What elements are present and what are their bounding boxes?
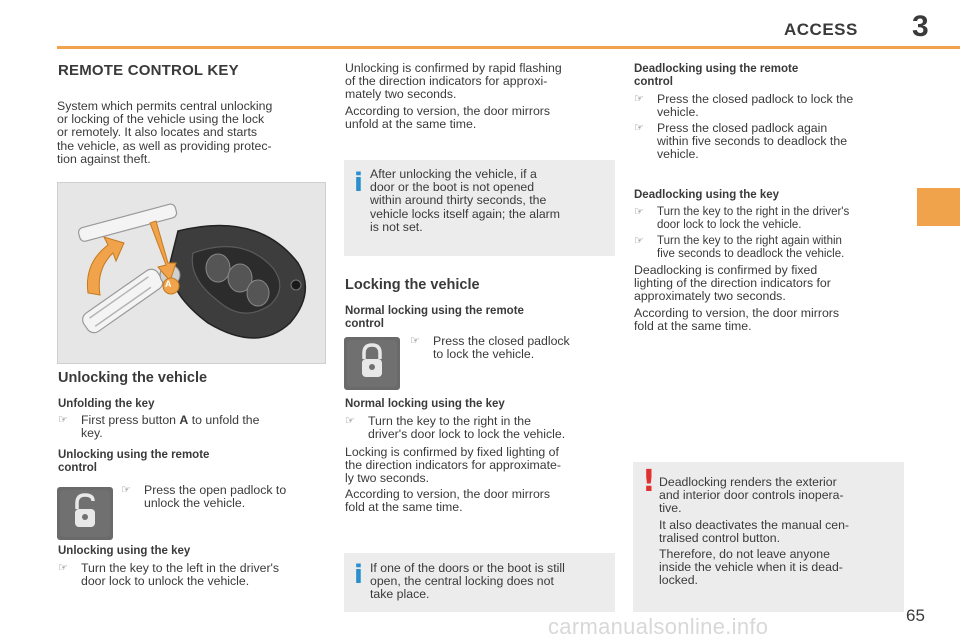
unlock-confirm-paragraph: Unlocking is confirmed by rapid flashing of the direction indicators for approxi- mately two seconds. bbox=[345, 61, 562, 102]
info-icon: i bbox=[354, 560, 363, 590]
pointing-finger-icon: ☞ bbox=[58, 414, 68, 426]
open-padlock-icon bbox=[57, 487, 113, 540]
normal-key-lock-heading: Normal locking using the key bbox=[345, 398, 505, 410]
key-unlock-heading: Unlocking using the key bbox=[58, 545, 191, 557]
page-number: 65 bbox=[906, 606, 925, 625]
pointing-finger-icon: ☞ bbox=[634, 235, 644, 247]
lock-confirm-paragraph: Locking is confirmed by fixed lighting of the direction indicators for approximate- ly two seconds. bbox=[345, 445, 561, 486]
chapter-title: ACCESS bbox=[784, 20, 858, 39]
unfold-bullet: ☞ First press button A to unfold the key. bbox=[58, 413, 260, 441]
closed-padlock-icon bbox=[344, 337, 400, 390]
remote-unlock-bullet: ☞ Press the open padlock to unlock the vehicle. bbox=[121, 483, 287, 511]
chapter-tab bbox=[917, 188, 960, 226]
intro-paragraph: System which permits central unlocking or locking of the vehicle using the lock or remotely. It also locates and starts the vehicle, as well as providing protec- tion against theft. bbox=[57, 99, 273, 166]
warning-box-deadlocking: ! Deadlocking renders the exterior and interior door controls inopera- tive. It also deactivates the manual cen- tralised control button. Therefore, do not leave anyone inside the vehicle when it is dead- locked. bbox=[633, 462, 904, 612]
pointing-finger-icon: ☞ bbox=[634, 122, 644, 134]
pointing-finger-icon: ☞ bbox=[58, 562, 68, 574]
header-rule bbox=[57, 46, 960, 49]
key-unlock-bullet: ☞ Turn the key to the left in the driver's door lock to unlock the vehicle. bbox=[58, 561, 280, 589]
normal-remote-lock-bullet: ☞ Press the closed padlock to lock the vehicle. bbox=[410, 334, 570, 362]
deadlock-mirrors-paragraph: According to version, the door mirrors fold at the same time. bbox=[634, 306, 840, 334]
deadlock-remote-heading: Deadlocking using the remote control bbox=[634, 63, 799, 88]
mirrors-unfold-paragraph: According to version, the door mirrors unfold at the same time. bbox=[345, 104, 551, 132]
mirrors-fold-paragraph: According to version, the door mirrors fold at the same time. bbox=[345, 487, 551, 515]
normal-remote-lock-heading: Normal locking using the remote control bbox=[345, 305, 524, 330]
pointing-finger-icon: ☞ bbox=[345, 415, 355, 427]
deadlock-remote-bullet-2: ☞ Press the closed padlock again within five seconds to deadlock the vehicle. bbox=[634, 121, 848, 162]
unfolding-heading: Unfolding the key bbox=[58, 398, 155, 410]
deadlock-key-heading: Deadlocking using the key bbox=[634, 189, 780, 201]
section-heading: REMOTE CONTROL KEY bbox=[58, 62, 239, 79]
deadlock-confirm-paragraph: Deadlocking is confirmed by fixed lighting of the direction indicators for approximately two seconds. bbox=[634, 263, 831, 304]
deadlock-key-bullet-2: ☞ Turn the key to the right again within five seconds to deadlock the vehicle. bbox=[634, 235, 845, 260]
remote-unlock-heading: Unlocking using the remote control bbox=[58, 449, 210, 474]
watermark: carmanualsonline.info bbox=[548, 614, 769, 639]
unlocking-heading: Unlocking the vehicle bbox=[58, 370, 208, 386]
info-box-door-open: i If one of the doors or the boot is still open, the central locking does not take place. bbox=[344, 553, 615, 612]
info-box-autorelock: i After unlocking the vehicle, if a door or the boot is not opened within around thirty seconds, the vehicle locks itself again; the alarm is not set. bbox=[344, 160, 615, 256]
pointing-finger-icon: ☞ bbox=[121, 484, 131, 496]
pointing-finger-icon: ☞ bbox=[634, 93, 644, 105]
normal-key-lock-bullet: ☞ Turn the key to the right in the driver's door lock to lock the vehicle. bbox=[345, 414, 566, 442]
remote-key-illustration bbox=[57, 182, 326, 364]
locking-heading: Locking the vehicle bbox=[345, 277, 480, 293]
pointing-finger-icon: ☞ bbox=[410, 335, 420, 347]
pointing-finger-icon: ☞ bbox=[634, 206, 644, 218]
key-drawing bbox=[58, 183, 326, 364]
deadlock-remote-bullet-1: ☞ Press the closed padlock to lock the vehicle. bbox=[634, 92, 854, 120]
deadlock-key-bullet-1: ☞ Turn the key to the right in the driver's door lock to lock the vehicle. bbox=[634, 206, 850, 231]
chapter-number: 3 bbox=[912, 10, 929, 43]
button-a-badge: A bbox=[165, 279, 172, 289]
warning-exclamation-icon: ! bbox=[642, 464, 656, 499]
info-icon: i bbox=[354, 168, 363, 198]
